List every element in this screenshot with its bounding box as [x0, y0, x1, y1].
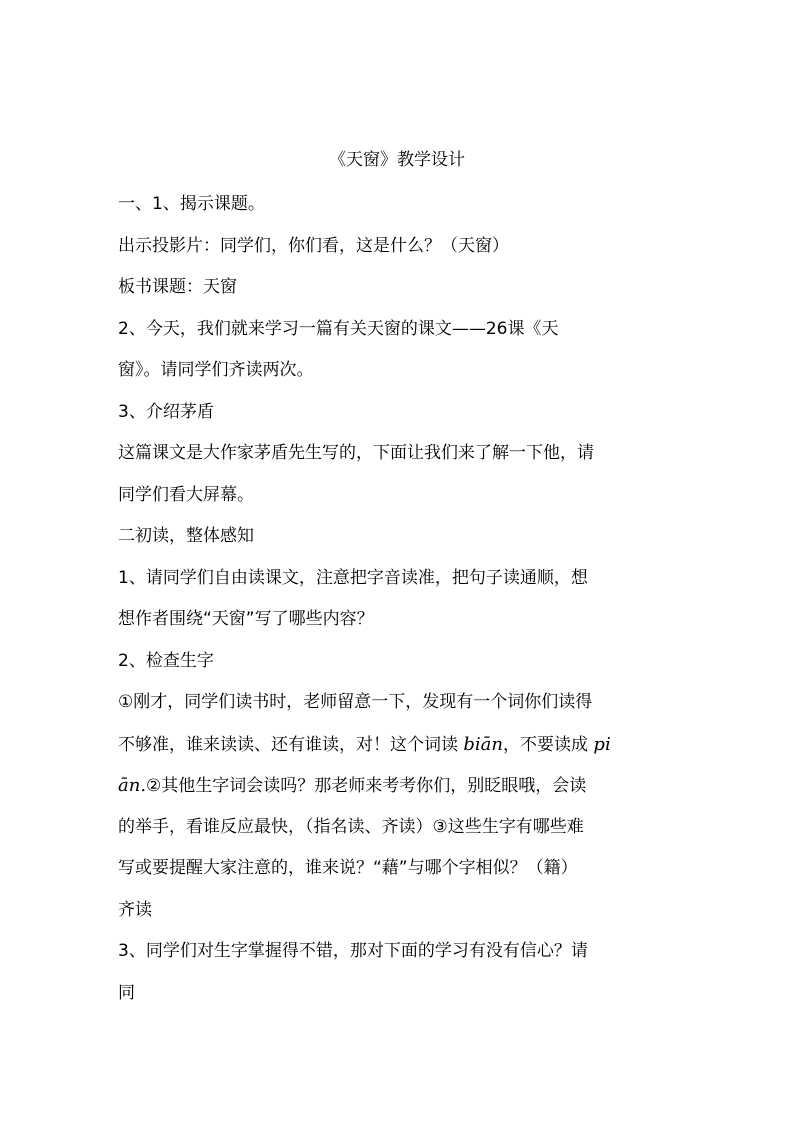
text-line: 1、请同学们自由读课文，注意把字音读准，把句子读通顺，想 — [118, 567, 588, 588]
pinyin-pi: pi — [593, 733, 611, 755]
text-line: 2、今天，我们就来学习一篇有关天窗的课文——26课《天 — [118, 318, 559, 339]
text-line-with-pinyin — [118, 765, 678, 807]
text-segment: 不够准，谁来读读、还有谁读，对！这个词读 — [118, 734, 464, 755]
text-line: 板书课题：天窗 — [118, 277, 237, 297]
text-line: 出示投影片：同学们，你们看，这是什么？（天窗） — [118, 235, 509, 256]
document-title: 《天窗》教学设计 — [329, 150, 465, 170]
text-line: 写或要提醒大家注意的，谁来说？“藉”与哪个字相似？（籍） — [118, 858, 578, 878]
text-line: 3、介绍茅盾 — [118, 401, 214, 422]
text-line: ①刚才，同学们读书时，老师留意一下，发现有一个词你们读得 — [118, 692, 593, 712]
text-line: 齐读 — [118, 899, 152, 920]
text-line: 一、1、揭示课题。 — [118, 194, 265, 214]
text-segment: ，不要读成 — [503, 734, 594, 755]
text-line: 的举手，看谁反应最快，（指名读、齐读）③这些生字有哪些难 — [118, 816, 584, 837]
text-line: 同学们看大屏幕。 — [118, 484, 254, 505]
text-line: 3、同学们对生字掌握得不错，那对下面的学习有没有信心？请 — [118, 941, 588, 961]
text-line: 这篇课文是大作家茅盾先生写的，下面让我们来了解一下他，请 — [118, 443, 594, 463]
pinyin-bian: biān — [463, 733, 504, 755]
text-line: 同 — [118, 982, 135, 1003]
text-segment: ②其他生字词会读吗？那老师来考考你们，别眨眼哦，会读 — [146, 776, 587, 796]
text-line-with-pinyin — [118, 724, 678, 766]
text-line: 想作者围绕“天窗”写了哪些内容？ — [118, 609, 374, 629]
document-body — [118, 184, 678, 1014]
text-line: 2、检查生字 — [118, 650, 214, 671]
pinyin-an: ān. — [118, 775, 147, 796]
text-line: 二初读，整体感知 — [118, 526, 254, 546]
text-line: 窗》。请同学们齐读两次。 — [118, 360, 314, 380]
